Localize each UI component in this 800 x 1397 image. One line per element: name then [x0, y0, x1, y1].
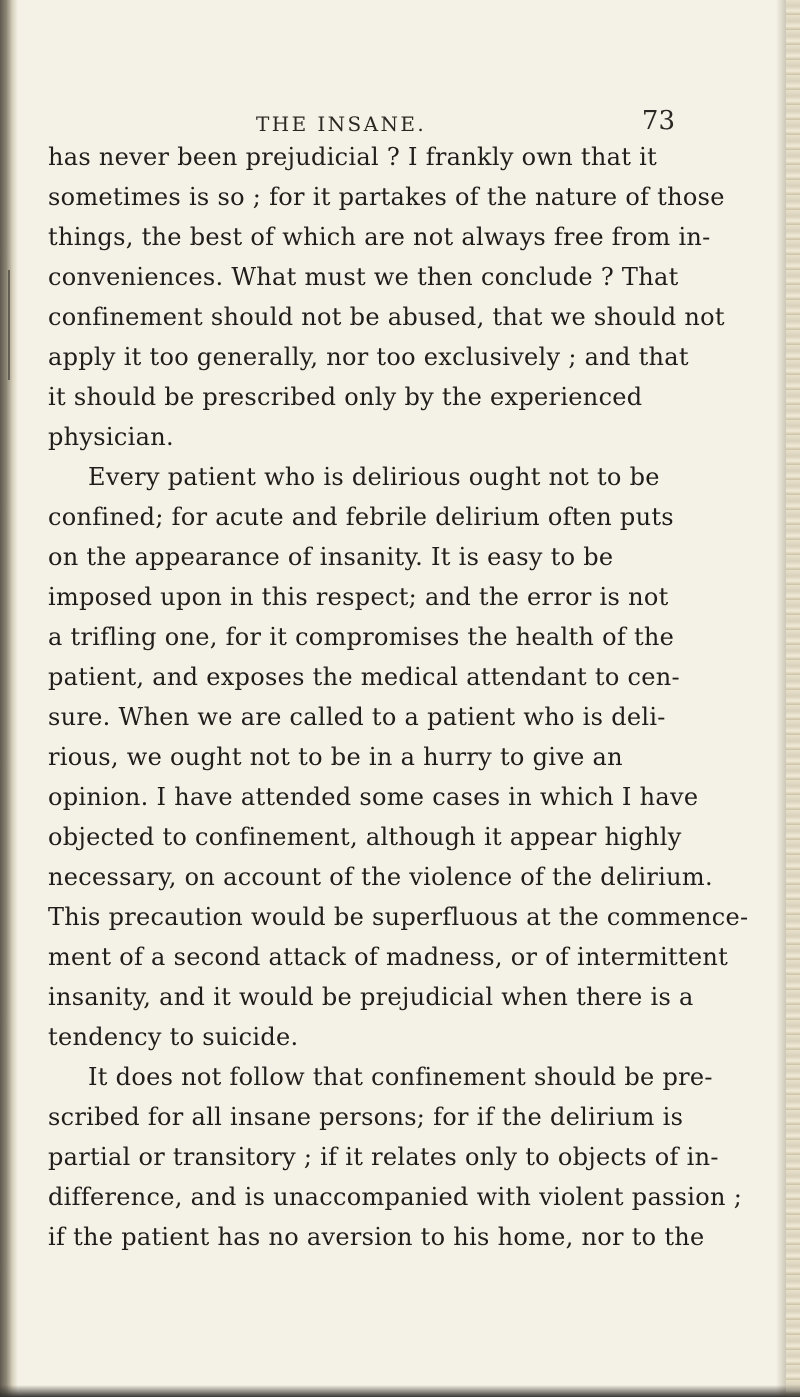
text-line: on the appearance of insanity. It is easy to be — [48, 543, 614, 571]
page-header — [150, 106, 675, 146]
text-line: has never been prejudicial ? I frankly own that it — [48, 143, 658, 171]
text-line: if the patient has no aversion to his home, nor to the — [48, 1223, 705, 1251]
page-stack-edge — [786, 0, 800, 1397]
text-line: confined; for acute and febrile delirium often puts — [48, 503, 674, 531]
running-head: THE INSANE. — [256, 112, 427, 136]
binding-edge — [0, 0, 18, 1397]
text-line: things, the best of which are not always free from in- — [48, 223, 711, 251]
text-line: objected to confinement, although it appear highly — [48, 823, 682, 851]
text-line: sometimes is so ; for it partakes of the nature of those — [48, 183, 725, 211]
text-line: insanity, and it would be prejudicial when there is a — [48, 983, 694, 1011]
text-line: confinement should not be abused, that we should not — [48, 303, 725, 331]
binding-mark — [8, 270, 10, 380]
text-line: a trifling one, for it compromises the health of the — [48, 623, 675, 651]
text-line: difference, and is unaccompanied with violent passion ; — [48, 1183, 743, 1211]
text-line: opinion. I have attended some cases in which I have — [48, 783, 699, 811]
text-line: physician. — [48, 423, 174, 451]
text-line: necessary, on account of the violence of the delirium. — [48, 863, 713, 891]
text-line: scribed for all insane persons; for if the delirium is — [48, 1103, 684, 1131]
text-line: This precaution would be superfluous at the commence- — [48, 903, 749, 931]
page-number: 73 — [641, 106, 675, 136]
text-line: it should be prescribed only by the experienced — [48, 383, 643, 411]
page-edge-shadow — [776, 0, 786, 1397]
text-line: partial or transitory ; if it relates only to objects of in- — [48, 1143, 719, 1171]
text-line: apply it too generally, nor too exclusively ; and that — [48, 343, 689, 371]
text-line: tendency to suicide. — [48, 1023, 299, 1051]
text-line: ment of a second attack of madness, or of intermittent — [48, 943, 729, 971]
paragraph-start-line: It does not follow that confinement should be pre- — [88, 1063, 713, 1091]
text-line: imposed upon in this respect; and the error is not — [48, 583, 669, 611]
text-line: conveniences. What must we then conclude ? That — [48, 263, 679, 291]
page-bottom-edge — [0, 1385, 800, 1397]
text-line: rious, we ought not to be in a hurry to give an — [48, 743, 623, 771]
text-line: patient, and exposes the medical attendant to cen- — [48, 663, 680, 691]
text-line: sure. When we are called to a patient who is deli- — [48, 703, 666, 731]
paragraph-start-line: Every patient who is delirious ought not to be — [88, 463, 660, 491]
